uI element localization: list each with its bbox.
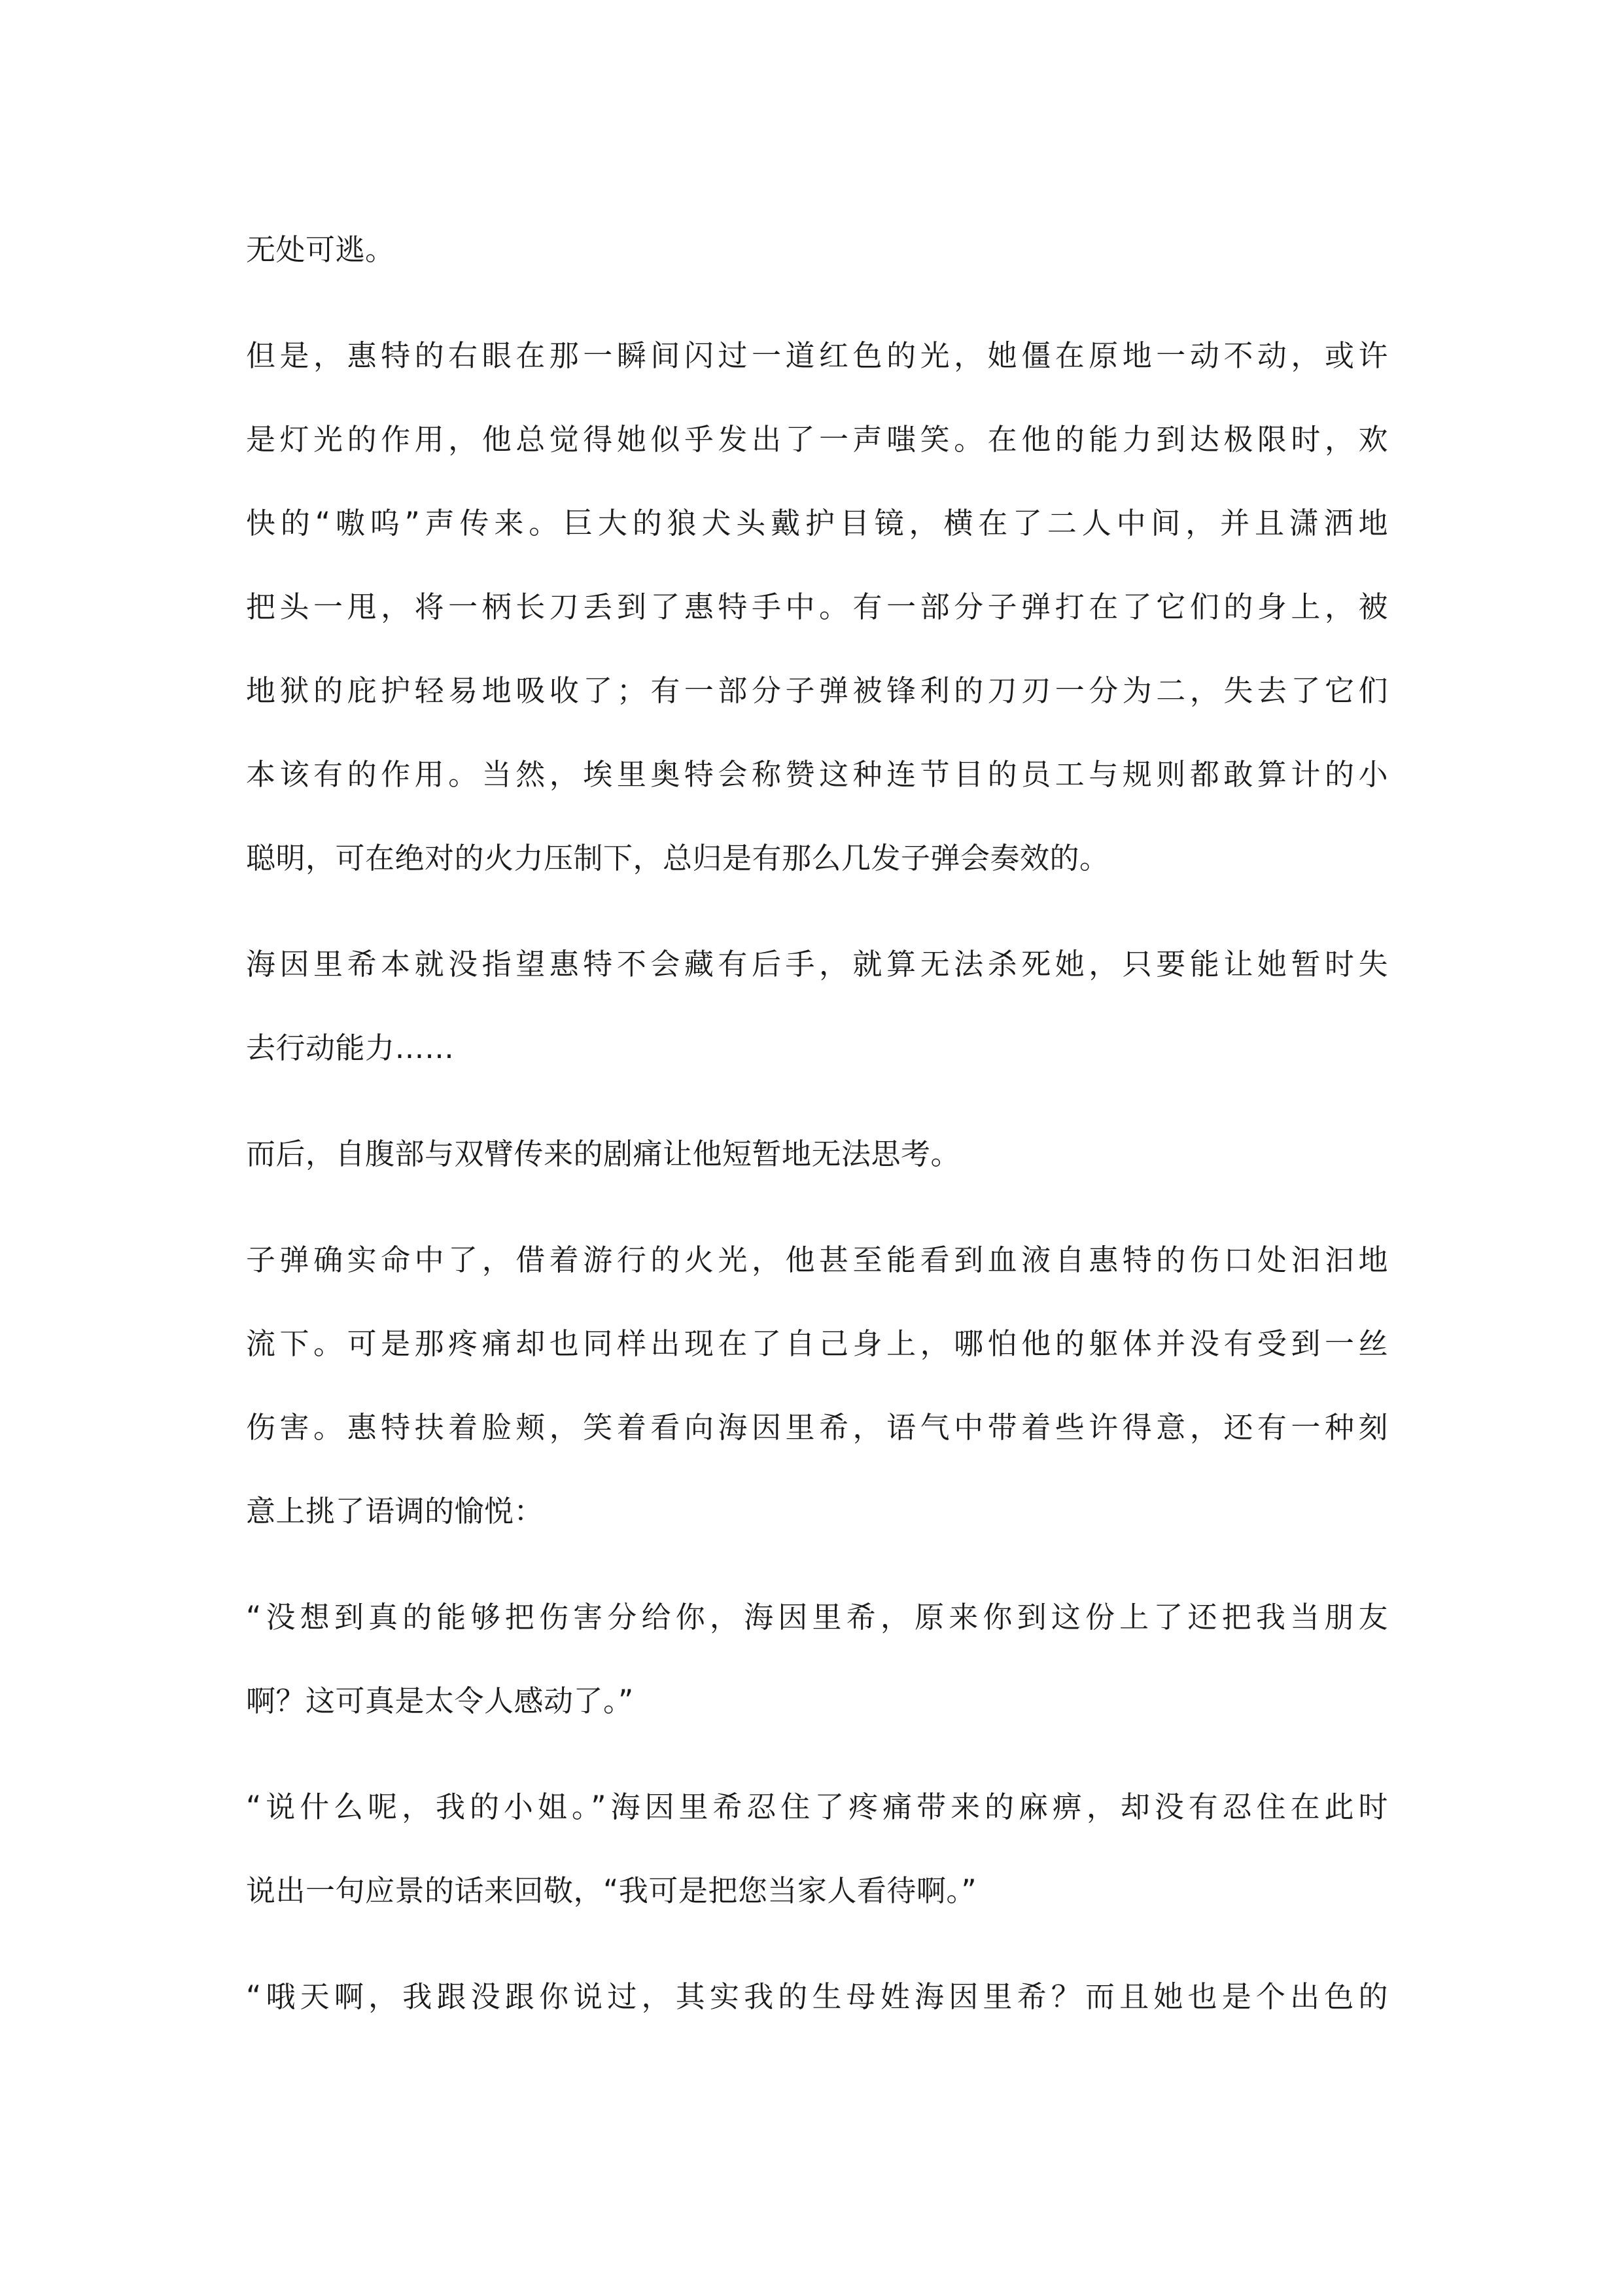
text-line: “哦天啊，我跟没跟你说过，其实我的生母姓海因里希？而且她也是个出色的 <box>246 1979 1388 2014</box>
paragraph <box>246 1576 1388 1743</box>
text-line: 但是，惠特的右眼在那一瞬间闪过一道红色的光，她僵在原地一动不动，或许 <box>246 338 1388 373</box>
text-line: 本该有的作用。当然，埃里奥特会称赞这种连节目的员工与规则都敢算计的小 <box>246 757 1388 792</box>
paragraph <box>246 1218 1388 1553</box>
paragraph <box>246 1765 1388 1933</box>
text-line: 快的“嗷呜”声传来。巨大的狼犬头戴护目镜，横在了二人中间，并且潇洒地 <box>246 506 1388 540</box>
text-line: “没想到真的能够把伤害分给你，海因里希，原来你到这份上了还把我当朋友 <box>246 1600 1388 1634</box>
text-line: 说出一句应景的话来回敬，“我可是把您当家人看待啊。” <box>246 1873 977 1908</box>
text-line: 子弹确实命中了，借着游行的火光，他甚至能看到血液自惠特的伤口处汩汩地 <box>246 1243 1388 1277</box>
paragraph <box>246 1955 1388 2039</box>
text-line: 地狱的庇护轻易地吸收了；有一部分子弹被锋利的刀刃一分为二，失去了它们 <box>246 673 1388 708</box>
text-line: 伤害。惠特扶着脸颊，笑着看向海因里希，语气中带着些许得意，还有一种刻 <box>246 1410 1388 1445</box>
text-line: “说什么呢，我的小姐。”海因里希忍住了疼痛带来的麻痹，却没有忍住在此时 <box>246 1790 1388 1824</box>
paragraph <box>246 208 1388 292</box>
paragraph <box>246 923 1388 1090</box>
text-line: 流下。可是那疼痛却也同样出现在了自己身上，哪怕他的躯体并没有受到一丝 <box>246 1326 1388 1361</box>
text-line: 聪明，可在绝对的火力压制下，总归是有那么几发子弹会奏效的。 <box>246 841 1109 875</box>
text-line: 而后，自腹部与双臂传来的剧痛让他短暂地无法思考。 <box>246 1137 961 1171</box>
text-line: 去行动能力…… <box>246 1031 455 1065</box>
paragraph <box>246 1112 1388 1196</box>
text-line: 把头一甩，将一柄长刀丢到了惠特手中。有一部分子弹打在了它们的身上，被 <box>246 590 1388 624</box>
text-line: 是灯光的作用，他总觉得她似乎发出了一声嗤笑。在他的能力到达极限时，欢 <box>246 422 1388 457</box>
text-line: 无处可逃。 <box>246 232 395 267</box>
text-line: 意上挑了语调的愉悦： <box>246 1494 544 1528</box>
text-line: 啊？这可真是太令人感动了。” <box>246 1684 634 1718</box>
text-line: 海因里希本就没指望惠特不会藏有后手，就算无法杀死她，只要能让她暂时失 <box>246 947 1388 981</box>
paragraph <box>246 314 1388 900</box>
document-body <box>246 208 1388 2039</box>
